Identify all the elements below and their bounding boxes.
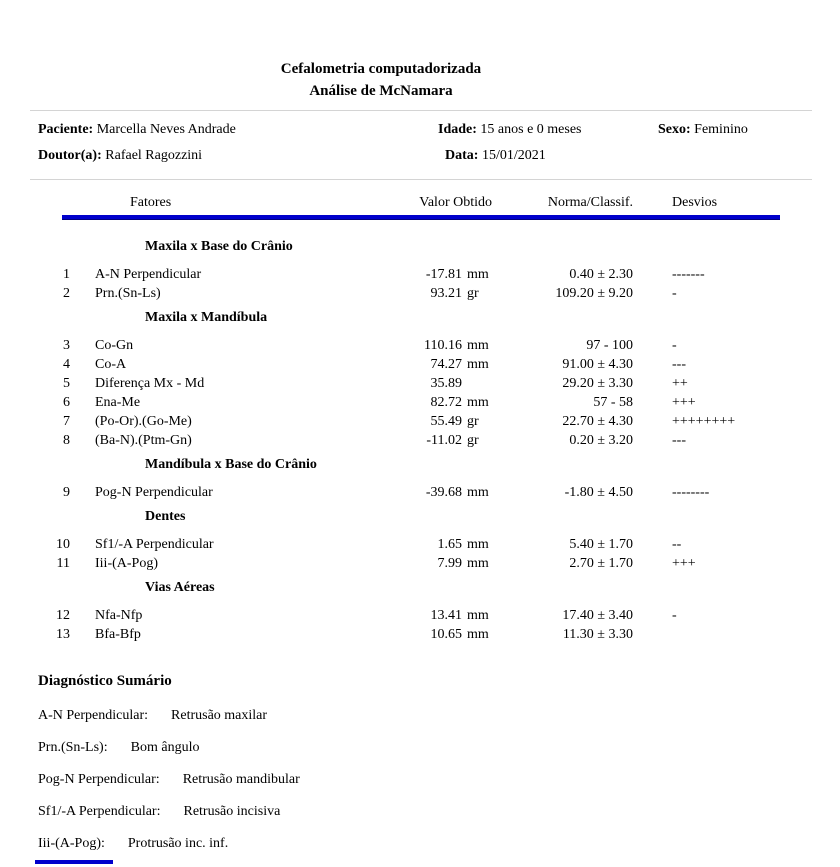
row-number: 2 bbox=[63, 286, 70, 301]
norm-value: 109.20 ± 9.20 bbox=[555, 286, 633, 301]
section-heading: Maxila x Mandíbula bbox=[145, 310, 268, 325]
norm-value: 0.20 ± 3.20 bbox=[569, 433, 633, 448]
factor-name: (Ba-N).(Ptm-Gn) bbox=[95, 433, 192, 448]
deviation-marks: ------- bbox=[672, 267, 705, 282]
table-row bbox=[0, 606, 840, 625]
row-number: 7 bbox=[63, 414, 70, 429]
header-desvios: Desvios bbox=[672, 195, 718, 210]
measured-value: 110.16 bbox=[424, 338, 462, 353]
factor-name: Prn.(Sn-Ls) bbox=[95, 286, 161, 301]
factor-name: Nfa-Nfp bbox=[95, 608, 143, 623]
measurement-unit: mm bbox=[467, 537, 489, 552]
patient-age-cell bbox=[438, 117, 658, 143]
section-heading: Maxila x Base do Crânio bbox=[145, 239, 293, 254]
table-row bbox=[0, 265, 840, 284]
diagnosis-items bbox=[38, 708, 840, 851]
deviation-marks: - bbox=[672, 338, 677, 353]
sexo-label: Sexo: bbox=[658, 122, 691, 137]
patient-sex-cell bbox=[658, 117, 840, 143]
table-row bbox=[0, 412, 840, 431]
diagnosis-factor-label: A-N Perpendicular: bbox=[38, 708, 149, 723]
measurement-unit: mm bbox=[467, 267, 489, 282]
diagnosis-item bbox=[38, 836, 840, 851]
table-row bbox=[0, 431, 840, 450]
patient-row-2 bbox=[38, 143, 840, 169]
header-valor-obtido: Valor Obtido bbox=[419, 195, 492, 210]
row-number: 1 bbox=[63, 267, 70, 282]
section-heading: Mandíbula x Base do Crânio bbox=[145, 457, 317, 472]
deviation-marks: ++++++++ bbox=[672, 414, 736, 429]
diagnosis-heading: Diagnóstico Sumário bbox=[38, 673, 172, 689]
factor-name: Diferença Mx - Md bbox=[95, 376, 205, 391]
table-row bbox=[0, 355, 840, 374]
deviation-marks: -- bbox=[672, 537, 682, 552]
deviation-marks: ++ bbox=[672, 376, 688, 391]
header-norma-classif: Norma/Classif. bbox=[547, 195, 633, 210]
row-number: 12 bbox=[56, 608, 70, 623]
measured-value: 10.65 bbox=[430, 627, 462, 642]
row-number: 5 bbox=[63, 376, 70, 391]
measurement-unit: mm bbox=[467, 627, 489, 642]
header-fatores: Fatores bbox=[130, 195, 172, 210]
doutor-label: Doutor(a): bbox=[38, 148, 102, 163]
factor-name: Sf1/-A Perpendicular bbox=[95, 537, 214, 552]
measurement-unit: gr bbox=[467, 433, 479, 448]
row-number: 9 bbox=[63, 485, 70, 500]
norm-value: 22.70 ± 4.30 bbox=[562, 414, 633, 429]
measurement-unit: mm bbox=[467, 608, 489, 623]
row-number: 11 bbox=[56, 556, 70, 571]
paciente-value: Marcella Neves Andrade bbox=[96, 122, 236, 137]
bottom-divider-blue bbox=[35, 860, 113, 864]
report-title-block bbox=[0, 58, 762, 102]
measurement-unit: gr bbox=[467, 286, 479, 301]
table-row bbox=[0, 374, 840, 393]
divider-patient bbox=[30, 179, 812, 180]
data-label: Data: bbox=[445, 148, 479, 163]
norm-value: 17.40 ± 3.40 bbox=[562, 608, 633, 623]
deviation-marks bbox=[633, 625, 840, 644]
factor-name: Pog-N Perpendicular bbox=[95, 485, 213, 500]
measured-value: 93.21 bbox=[430, 286, 462, 301]
patient-row-1 bbox=[38, 117, 840, 143]
diagnosis-result: Protrusão inc. inf. bbox=[127, 836, 229, 851]
factors-table bbox=[0, 220, 840, 644]
patient-info bbox=[0, 111, 840, 171]
deviation-marks: +++ bbox=[672, 395, 696, 410]
norm-value: 2.70 ± 1.70 bbox=[569, 556, 633, 571]
diagnosis-item bbox=[38, 804, 840, 819]
measured-value: -39.68 bbox=[425, 485, 462, 500]
factor-name: A-N Perpendicular bbox=[95, 267, 202, 282]
diagnosis-factor-label: Prn.(Sn-Ls): bbox=[38, 740, 108, 755]
table-row bbox=[0, 336, 840, 355]
paciente-label: Paciente: bbox=[38, 122, 94, 137]
measured-value: 82.72 bbox=[430, 395, 462, 410]
diagnosis-item bbox=[38, 708, 840, 723]
table-row bbox=[0, 483, 840, 502]
deviation-marks: -------- bbox=[672, 485, 710, 500]
diagnosis-factor-label: Iii-(A-Pog): bbox=[38, 836, 105, 851]
diagnosis-item bbox=[38, 772, 840, 787]
measured-value: 13.41 bbox=[430, 608, 462, 623]
factor-name: Co-A bbox=[95, 357, 127, 372]
norm-value: 91.00 ± 4.30 bbox=[562, 357, 633, 372]
table-row bbox=[0, 284, 840, 303]
table-row bbox=[0, 554, 840, 573]
date-cell bbox=[438, 143, 658, 169]
row-number: 4 bbox=[63, 357, 70, 372]
diagnosis-factor-label: Pog-N Perpendicular: bbox=[38, 772, 160, 787]
factor-name: Bfa-Bfp bbox=[95, 627, 141, 642]
measurement-unit: gr bbox=[467, 414, 479, 429]
report-title: Cefalometria computadorizada bbox=[280, 61, 482, 77]
norm-value: 29.20 ± 3.30 bbox=[562, 376, 633, 391]
measurement-unit: mm bbox=[467, 395, 489, 410]
diagnosis-result: Retrusão incisiva bbox=[183, 804, 281, 819]
norm-value: -1.80 ± 4.50 bbox=[564, 485, 633, 500]
idade-value: 15 anos e 0 meses bbox=[480, 122, 582, 137]
norm-value: 5.40 ± 1.70 bbox=[569, 537, 633, 552]
patient-name-cell bbox=[38, 117, 438, 143]
report-subtitle: Análise de McNamara bbox=[309, 83, 453, 99]
factor-name: Ena-Me bbox=[95, 395, 141, 410]
data-value: 15/01/2021 bbox=[481, 148, 546, 163]
measurement-unit: mm bbox=[467, 338, 489, 353]
measured-value: 35.89 bbox=[430, 376, 462, 391]
section-heading: Vias Aéreas bbox=[145, 580, 215, 595]
diagnosis-factor-label: Sf1/-A Perpendicular: bbox=[38, 804, 161, 819]
deviation-marks: - bbox=[672, 286, 677, 301]
measured-value: -11.02 bbox=[426, 433, 462, 448]
factor-name: Iii-(A-Pog) bbox=[95, 556, 158, 571]
diagnosis-item bbox=[38, 740, 840, 755]
row-number: 6 bbox=[63, 395, 70, 410]
measurement-unit: mm bbox=[467, 357, 489, 372]
table-row bbox=[0, 535, 840, 554]
section-heading: Dentes bbox=[145, 509, 186, 524]
norm-value: 0.40 ± 2.30 bbox=[569, 267, 633, 282]
measured-value: 74.27 bbox=[430, 357, 462, 372]
sexo-value: Feminino bbox=[694, 122, 748, 137]
measurement-unit: mm bbox=[467, 556, 489, 571]
deviation-marks: +++ bbox=[672, 556, 696, 571]
doctor-cell bbox=[38, 143, 438, 169]
row-number: 8 bbox=[63, 433, 70, 448]
norm-value: 97 - 100 bbox=[586, 338, 633, 353]
measurement-unit: mm bbox=[467, 485, 489, 500]
doutor-value: Rafael Ragozzini bbox=[105, 148, 203, 163]
factor-name: Co-Gn bbox=[95, 338, 134, 353]
measured-value: 1.65 bbox=[437, 537, 462, 552]
idade-label: Idade: bbox=[438, 122, 477, 137]
deviation-marks: --- bbox=[672, 357, 686, 372]
measurement-unit bbox=[462, 374, 492, 393]
measured-value: 55.49 bbox=[430, 414, 462, 429]
table-header-row bbox=[0, 193, 840, 212]
measured-value: 7.99 bbox=[437, 556, 462, 571]
row-number: 10 bbox=[56, 537, 70, 552]
diagnosis-result: Bom ângulo bbox=[130, 740, 200, 755]
table-row bbox=[0, 625, 840, 644]
measured-value: -17.81 bbox=[425, 267, 462, 282]
row-number: 13 bbox=[56, 627, 70, 642]
norm-value: 11.30 ± 3.30 bbox=[562, 627, 633, 642]
diagnosis-summary bbox=[0, 672, 840, 851]
diagnosis-result: Retrusão mandibular bbox=[182, 772, 300, 787]
deviation-marks: - bbox=[672, 608, 677, 623]
deviation-marks: --- bbox=[672, 433, 686, 448]
table-row bbox=[0, 393, 840, 412]
diagnosis-result: Retrusão maxilar bbox=[171, 708, 268, 723]
factor-name: (Po-Or).(Go-Me) bbox=[95, 414, 192, 429]
norm-value: 57 - 58 bbox=[593, 395, 633, 410]
row-number: 3 bbox=[63, 338, 70, 353]
